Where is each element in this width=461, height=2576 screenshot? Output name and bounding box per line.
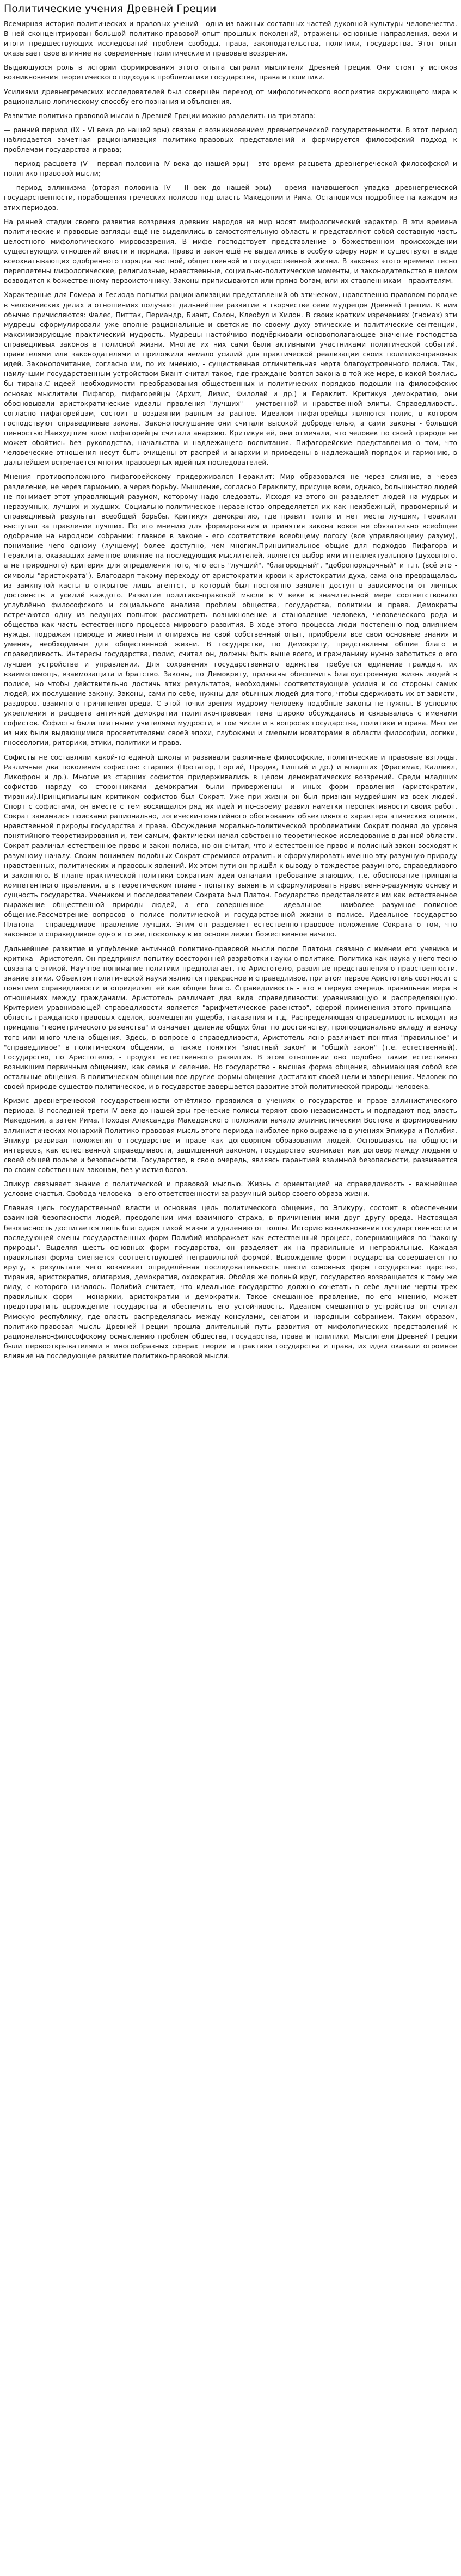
paragraph-4: Развитие политико-правовой мысли в Древней Греции можно разделить на три этапа: (4, 111, 316, 120)
paragraph-9: Характерные для Гомера и Гесиода попытки рационализации представлений об этическом, нравственно-правовом порядке в человеческих делах и отношениях получают дальнейшее развитие в творчестве семи мудрецов Древней Греции. К ним обычно причисляются: Фалес, Питтак, Периандр, Биант, Солон, Клеобул и Хилон. В своих кратких изречениях (гномах) эти мудрецы сформулировали уже вполне рациональные и светские по своему духу этические и политические сентенции, максимизирующие практический мудрость. Мудрецы настойчиво подчёркивали основополагающее значение господства справедливых законов в полисной жизни. Многие их них сами были активными участниками политической событий, правителями или законодателями и приложили немало усилий для практической реализации своих политико-правовых идей. Законопочитание, согласно им, по их мнению, - существенная отличительная черта благоустроенного полиса. Так, наилучшим государственным устройством Биант считал такое, где граждане боятся закона в той же мере, в какой боялись бы тирана.С идеей необходимости преобразования общественных и политических порядков подошли на философских основах мыслители Пифагор, пифагорейцы (Архит, Лизис, Филолай и др.) и Гераклит. Критикуя демократию, они обосновывали аристократические идеалы правления "лучших" - умственной и нравственной элиты. Справедливость, согласно пифагорейцам, состоит в воздаянии равным за равное. Идеалом пифагорейцы являются полис, в котором господствуют справедливые законы. Законопослушание они считали высокой добродетелью, а сами законы - большой ценностью.Наихудшим злом пифагорейцы считали анархию. Критикуя её, они отмечали, что человек по своей природе не может обойтись без руководства, начальства и надлежащего воспитания. Пифагорейские представления о том, что человеческие отношения несут быть очищены от распрей и анархии и приведены в надлежащий порядок и гармонию, в дальнейшем встречается многих правоверных идейных последователей. (4, 291, 457, 467)
article-title: Политические учения Древней Греции (4, 3, 217, 15)
paragraph-15: Главная цель государственной власти и основная цель политического общения, по Эпикуру, состоит в обеспечении взаимной безопасности людей, преодолении ими взаимного страха, в причинении ими друг другу вреда. Настоящая безопасность достигается лишь благодаря тихой жизни и удалению от толпы. Историю возникновения государственности и последующей смены государственных форм Полибий изображает как естественный процесс, совершающийся по "закону природы". Выделяя шесть основных форм государства, он разделяет их на правильные и неправильные. Каждая правильная форма сменяется соответствующей неправильной формой. Вырождение форм государства совершается по кругу, в результате чего возникает определённая последовательность шести основных форм государства: царство, тирания, аристократия, олигархия, демократия, охлократия. Обойдя же полный круг, государство возвращается к тому же виду, с которого началось. Полибий считает, что идеальное государство должно сочетать в себе лучшие черты трех правильных форм - монархии, аристократии и демократии. Такое смешанное правление, по его мнению, может предотвратить вырождение государства и обеспечить его устойчивость. Идеалом смешанного устройства он считал Римскую республику, где власть распределялась между консулами, сенатом и народным собранием. Таким образом, политико-правовая мысль Древней Греции прошла длительный путь развития от мифологических представлений к рационально-философскому осмыслению проблем общества, государства, права и политики. Мыслители Древней Греции были первооткрывателями в многообразных сферах теории и практики государства и права, их идеи оказали огромное влияние на последующее развитие политико-правовой мысли. (4, 1204, 457, 1360)
paragraph-10: Мнения противоположного пифагорейскому придерживался Гераклит: Мир образовался не через слияние, а через разделение, не через гармонию, а через борьбу. Мышление, согласно Гераклиту, присуще всем, однако, большинство людей не понимает этот управляющий разумом, которому надо следовать. Исходя из этого он разделяет людей на мудрых и неразумных, лучших и худших. Социально-политическое неравенство определяется их как неизбежный, правомерный и справедливый результат всеобщей борьбы. Критикуя демократию, где правит толпа и нет места лучшим, Гераклит выступал за правление лучших. По его мнению для формирования и принятия закона вовсе не обязательно всеобщее одобрение на народном собрании: главное в законе - его соответствие всеобщему логосу (все управляющему разуму), понимание чего одному (лучшему) более доступно, чем многим.Принципиальное общие для подходов Пифагора и Гераклита, оказавших заметное влияние на последующих мыслителей, является выбор ими интеллектуального (духовного, а не природного) критерия для определения того, что есть "лучший", "благородный", "добропорядочный" и т.п. (всё это - символы "аристократа"). Благодаря такому переходу от аристократии крови к аристократии духа, сама она превращалась из замкнутой касты в открытое лишь агентст, в который был постоянно заявлен доступ в зависимости от личных достоинств и усилий каждого. Развитие политико-правовой мысли в V веке в значительной мере соответствовало углублённо философского и социального анализа проблем общества, государства, политики и права. Демократы встречаются одну из ведущих попыток рассмотреть возникновение и становление человека, человеческого рода и общества как часть естественного процесса мирового развития. В ходе этого процесса люди постепенно под влиянием нужды, подражая природе и животным и опираясь на свой собственный опыт, приобрели все свои основные знания и умения, необходимые для общественной жизни. В государстве, по Демокриту, представлены общие благо и справедливость. Интересы государства, полис, считал он, должны быть выше всего, и гражданину нужно заботиться о его лучшем устройстве и управлении. Для сохранения государственного единства требуется единение граждан, их взаимопомощь, взаимозащита и братство. Законы, по Демокриту, призваны обеспечить благоустроенную жизнь людей в полисе, но чтобы действительно достичь этих результатов, необходимы соответствующие усилия и со стороны самих людей, их послушание закону. Законы, сами по себе, нужны для обычных людей для того, чтобы сдерживать их от зависти, раздоров, взаимного причинения вреда. С этой точки зрения мудрому человеку подобные законы не нужны. В условиях укрепления и расцвета античной демократии политико-правовая тема широко обсуждалась и связывалась с именами софистов. Софисты были платными учителями мудрости, в том числе и в вопросах государства, политики и права. Многие из них были выдающимися просветителями своей эпохи, глубокими и смелыми новаторами в области философии, логики, гносеологии, риторики, этики, политики и права. (4, 472, 457, 747)
paragraph-2: Выдающуюся роль в истории формирования этого опыта сыграли мыслители Древней Греции. Они стоят у истоков возникновения теоретического подхода к проблематике государства, права и политики. (4, 63, 457, 82)
paragraph-6: — период расцвета (V - первая половина IV века до нашей эры) - это время расцвета древнегреческой философской и политико-правовой мысли; (4, 159, 457, 178)
paragraph-1: Всемирная история политических и правовых учений - одна из важных составных частей духовной культуры человечества. В ней сконцентрирован большой политико-правовой опыт прошлых поколений, отражены основные направления, вехи и итоги предшествующих исследований проблем свободы, права, законодательства, политики, государства. Этот опыт оказывает свое влияние на современные политические и правовые воззрения. (4, 19, 457, 58)
paragraph-14: Эпикур связывает знание с политической и правовой мыслью. Жизнь с ориентацией на справедливость - важнейшее условие счастья. Свобода человека - в его ответственности за разумный выбор своего образа жизни. (4, 1180, 457, 1198)
paragraph-5: — ранний период (IX - VI века до нашей эры) связан с возникновением древнегреческой государственности. В этот период наблюдается заметная рационализация политико-правовых представлений и формируется философский подход к проблемам государства и права; (4, 125, 457, 154)
paragraph-8: На ранней стадии своего развития воззрения древних народов на мир носят мифологический характер. В эти времена политические и правовые взгляды ещё не выделились в самостоятельную область и представляют собой составную часть целостного мифологического мировоззрения. В мифе господствует представление о божественном происхождении существующих отношений власти и порядка. Право и закон ещё не выделились в особую сферу норм и существуют в виде всеохватывающих одобренного порядка частной, общественной и государственной жизни. В законах этого времени тесно переплетены мифологические, религиозные, нравственные, социально-политические моменты, и законодательство в целом возводится к божественному первоисточнику. Законы приписываются или прямо богам, или их ставленникам - правителям. (4, 217, 457, 285)
paragraph-13: Кризис древнегреческой государственности отчётливо проявился в учениях о государстве и праве эллинистического периода. В последней трети IV века до нашей эры греческие полисы теряют свою независимость и подпадают под власть Македонии, а затем Рима. Походы Александра Македонского положили начало эллинистическим Востоке и формированию эллинистических монархий Политико-правовая мысль этого периода наиболее ярко выражена в учениях Эпикура и Полибия. Эпикур развивал положения о государстве и праве как договорном образовании людей. Основываясь на общности интересов, как естественной справедливости, защищенной законом, государство возникает как договор между людьми о своей общей пользе и безопасности. Государство, в свою очередь, являясь гарантией взаимной безопасности, развивается по своим собственным законам, без участия богов. (4, 1096, 457, 1174)
paragraph-12: Дальнейшее развитие и углубление античной политико-правовой мысли после Платона связано с именем его ученика и критика - Аристотеля. Он предпринял попытку всесторонней разработки науки о политике. Политика как наука у него тесно связана с этикой. Научное понимание политики предполагает, по Аристотелю, развитые представления о нравственности, знание этики. Объектом политической науки являются прекрасное и справедливое, при этом первое Аристотель соотносит с понятием справедливости и определяет её как общее благо. Справедливость - это в первую очередь правильная мера в отношениях между гражданами. Аристотель различает два вида справедливости: уравнивающую и распределяющую. Критерием уравнивающей справедливости является "арифметическое равенство", сферой применения этого принципа - область гражданско-правовых сделок, возмещения ущерба, наказания и т.д. Распределяющая справедливость исходит из принципа "геометрического равенства" и означает деление общих благ по достоинству, пропорционально вкладу и взносу того или иного члена общения. Здесь, в вопросе о справедливости, Аристотель ясно различает понятия "правильное" и "справедливое" в политическом общении, а также понятия "властный закон" и "общий закон" (т.е. естественный). Государство, по Аристотелю, - продукт естественного развития. В этом отношении оно подобно таким естественно возникшим первичным общениям, как семья и селение. Но государство - высшая форма общения, обнимающая собой все остальные общения. В политическом общении все другие формы общения достигают своей цели и завершения. Человек по своей природе существо политическое, и в государстве завершается развитие этой политической природы человека. (4, 944, 457, 1091)
paragraph-3: Усилиями древнегреческих исследователей был совершён переход от мифологического восприятия окружающего мира к рационально-логическому способу его познания и объяснения. (4, 87, 457, 106)
paragraph-7: — период эллинизма (вторая половина IV - II век до нашей эры) - время начавшегося упадка древнегреческой государственности, порабощения греческих полисов под власть Македонии и Рима. Остановимся подробнее на каждом из этих периодов. (4, 183, 457, 212)
article-body (4, 19, 457, 1361)
paragraph-11: Софисты не составляли какой-то единой школы и развивали различные философские, политические и правовые взгляды. Различные два поколения софистов: старших (Протагор, Горгий, Продик, Гиппий и др.) и младших (Фрасимах, Калликл, Ликофрон и др.). Многие из старших софистов придерживались в целом демократических воззрений. Среди младших софистов наряду со сторонниками демократии были приверженцы и иных форм правления (аристократии, тирании).Принципиальным критиком софистов был Сократ. Уже при жизни он был признан мудрейшим из всех людей. Спорт с софистами, он вместе с тем восхищался ряд их идей и по-своему развил наметки перспективности своих работ. Сократ занимался поисками рационально, логически-понятийного обоснования объективного характера этических оценок, нравственной природы государства и права. Обсуждение морально-политической проблематики Сократ поднял до уровня понятийного теоретизирования и, тем самым, фактически начал собственно теоретическое исследование в данной области. Сократ различал естественное право и закон полиса, но он считал, что и естественное право и полисный закон восходят к разумному началу. Своим понимаем подобных Сократ стремился отразить и сформулировать именно эту разумную природу нравственных, политических и правовых явлений. Их этом пути он пришёл к выводу о тождестве разумного, справедливого и законного. В плане практической политики сократизм идеи означали требование знающих, т.е. обоснование принципа компетентного правления, а в теоретическом плане - попытку выявить и сформулировать нравственно-разумную основу и сущность государства. Учеником и последователем Сократа был Платон. Государство представляется им как естественное выражение общественной природы людей, а его совершенное – идеальное – наиболее разумное полисное общение.Рассмотрение вопросов о полисе политической и государственной жизни в полисе. Идеальное государство Платона - справедливое правление лучших. Этим он разделяет естественно-правовое положение Сократа о том, что законное и справедливое одно и то же, поскольку в их основе лежит божественное начало. (4, 753, 457, 939)
